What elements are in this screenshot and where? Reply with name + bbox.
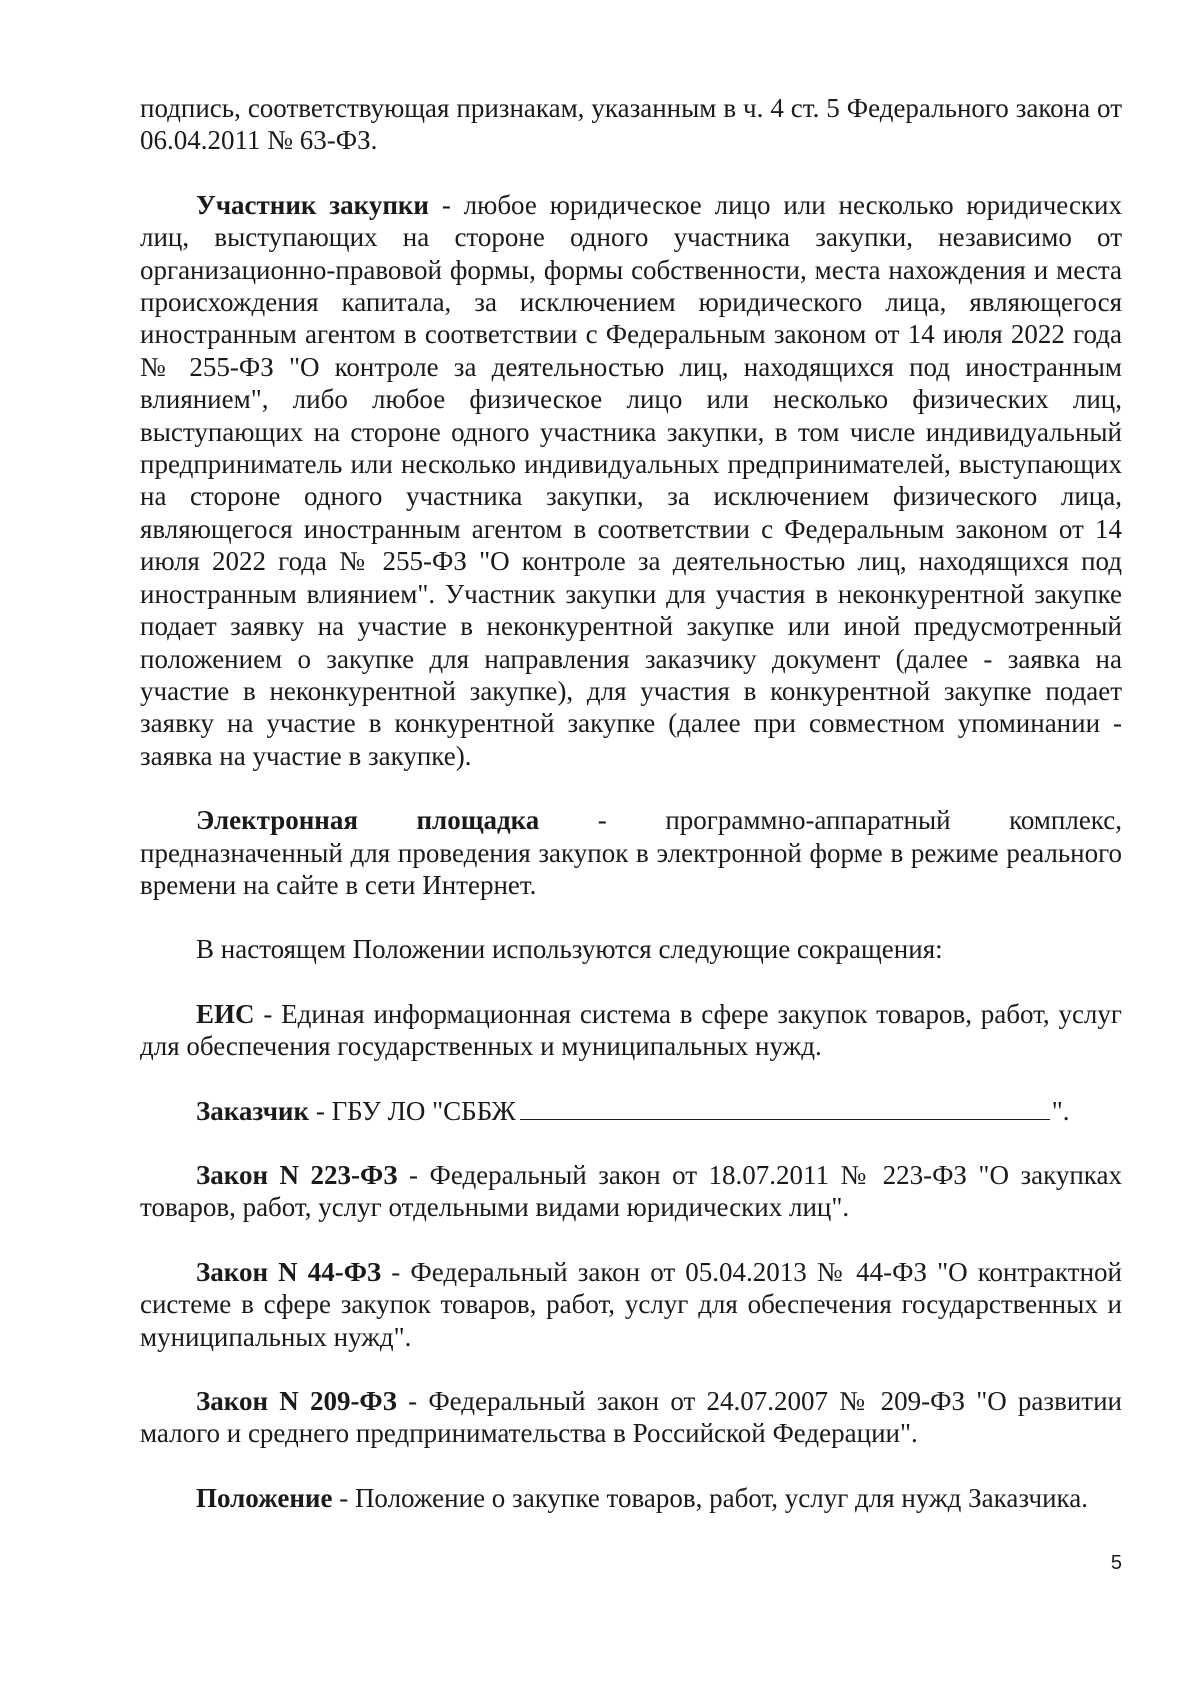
page-number: 5 (1110, 1552, 1122, 1574)
definition-eis (140, 998, 1122, 1063)
dash: - (309, 1095, 332, 1126)
abbreviations-intro: В настоящем Положении используются следующие сокращения: (196, 934, 943, 965)
definition-text: Единая информационная система в сфере закупок товаров, работ, услуг для обеспечения государственных и муниципальных нужд. (140, 998, 1122, 1062)
intro-paragraph: подпись, соответствующая признакам, указанным в ч. 4 ст. 5 Федерального закона от 06.04.2011 № 63-ФЗ. (140, 93, 1122, 156)
document-page (140, 92, 1122, 1514)
dash: - (539, 805, 666, 836)
term-law-223: Закон N 223-ФЗ (196, 1159, 398, 1190)
definition-law-44 (140, 1256, 1122, 1353)
dash: - (332, 1482, 355, 1513)
term-law-44: Закон N 44-ФЗ (196, 1256, 382, 1287)
definition-law-223 (140, 1159, 1122, 1224)
definition-text: Федеральный закон от 18.07.2011 № 223-ФЗ "О закупках товаров, работ, услуг отдельными видами юридических лиц". (140, 1159, 1122, 1223)
definition-law-209 (140, 1385, 1122, 1450)
definition-text: Федеральный закон от 05.04.2013 № 44-ФЗ "О контрактной системе в сфере закупок товаров, работ, услуг для обеспечения государственных и муниципальных нужд". (140, 1256, 1122, 1352)
definition-text: Федеральный закон от 24.07.2007 № 209-ФЗ "О развитии малого и среднего предпринимательства в Российской Федерации". (140, 1386, 1122, 1449)
definition-text: программно-аппаратный комплекс, предназначенный для проведения закупок в электронной форме в режиме реального времени на сайте в сети Интернет. (140, 805, 1122, 900)
definition-platform (140, 804, 1122, 901)
term-eis: ЕИС (196, 998, 255, 1029)
dash: - (381, 1256, 411, 1287)
term-regulation: Положение (196, 1482, 333, 1513)
term-law-209: Закон N 209-ФЗ (196, 1386, 397, 1416)
definition-regulation (140, 1482, 1122, 1514)
dash: - (429, 189, 464, 220)
dash: - (254, 998, 282, 1029)
dash: - (396, 1386, 429, 1416)
definition-participant (140, 189, 1122, 772)
definition-text: любое юридическое лицо или несколько юридических лиц, выступающих на стороне одного участника закупки, независимо от организационно-правовой формы, формы собственности, места нахождения и места происхождения капитала, за исключением юридического лица, являющегося иностранным агентом в соответствии с Федеральным законом от 14 июля 2022 года № 255-ФЗ "О контроле за деятельностью лиц, находящихся под иностранным влиянием", либо любое физическое лицо или несколько физических лиц, выступающих на стороне одного участника закупки, в том числе индивидуальный предприниматель или несколько индивидуальных предпринимателей, выступающих на стороне одного участника закупки, за исключением физического лица, являющегося иностранным агентом в соответствии с Федеральным законом от 14 июля 2022 года № 255-ФЗ "О контроле за деятельностью лиц, находящихся под иностранным влиянием". Участник закупки для участия в неконкурентной закупке подает заявку на участие в неконкурентной закупке или иной предусмотренный положением о закупке для направления заказчику документ (далее - заявка на участие в неконкурентной закупке), для участия в конкурентной закупке подает заявку на участие в конкурентной закупке (далее при совместном упоминании - заявка на участие в закупке). (140, 189, 1122, 771)
definition-text: Положение о закупке товаров, работ, услуг для нужд Заказчика. (354, 1482, 1088, 1513)
definition-customer (140, 1095, 1122, 1127)
term-platform: Электронная площадка (196, 805, 540, 836)
closing-quote: ". (1051, 1095, 1070, 1126)
dash: - (397, 1159, 430, 1190)
term-participant: Участник закупки (196, 189, 429, 220)
term-customer: Заказчик (196, 1095, 310, 1126)
blank-fill-line (520, 1095, 1050, 1120)
definition-text: ГБУ ЛО "СББЖ (331, 1095, 516, 1126)
